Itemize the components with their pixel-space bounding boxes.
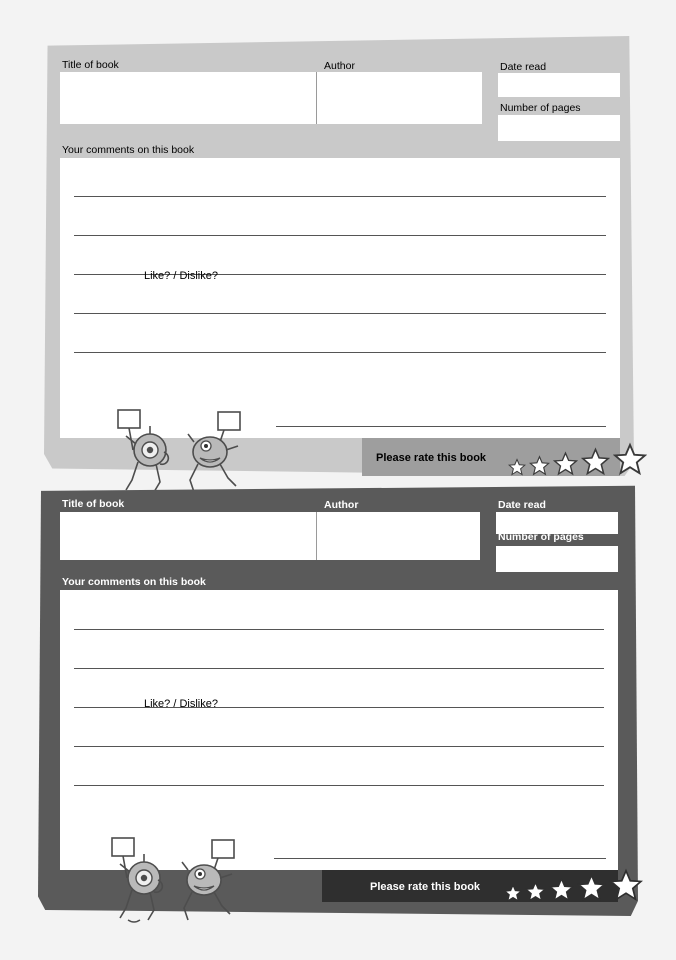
- label-date-read-light: Date read: [500, 61, 547, 73]
- title-author-divider-light: [316, 72, 317, 124]
- star-icon-4-dark[interactable]: [577, 873, 606, 902]
- rating-label-dark: Please rate this book: [370, 881, 481, 893]
- star-icon-2-dark[interactable]: [525, 881, 546, 902]
- number-of-pages-input-light[interactable]: [498, 115, 620, 141]
- star-icon-4-light[interactable]: [581, 447, 610, 476]
- like-dislike-line-dark[interactable]: [274, 858, 606, 859]
- label-title-of-book-light: Title of book: [62, 59, 119, 71]
- label-like-dislike-dark: Like? / Dislike?: [144, 698, 218, 710]
- star-icon-3-dark[interactable]: [549, 877, 574, 902]
- book-review-card-dark: [38, 484, 638, 916]
- label-title-of-book-dark: Title of book: [62, 498, 125, 510]
- rating-stars-light[interactable]: [508, 442, 647, 476]
- label-date-read-dark: Date read: [498, 499, 546, 511]
- number-of-pages-input-dark[interactable]: [496, 546, 618, 572]
- comments-rule-lines-dark: [60, 590, 618, 870]
- label-author-dark: Author: [324, 499, 359, 511]
- rating-label-light: Please rate this book: [376, 452, 487, 464]
- monsters-illustration-light: [106, 406, 286, 496]
- label-like-dislike-light: Like? / Dislike?: [144, 270, 218, 282]
- star-icon-1-dark[interactable]: [504, 884, 522, 902]
- label-number-of-pages-dark: Number of pages: [498, 531, 584, 543]
- date-read-input-light[interactable]: [498, 73, 620, 97]
- title-author-input-light[interactable]: [60, 72, 482, 124]
- label-comments-light: Your comments on this book: [62, 144, 195, 156]
- comments-input-light[interactable]: [60, 158, 620, 438]
- rating-strip-dark: [322, 870, 618, 902]
- star-icon-5-dark[interactable]: [609, 868, 643, 902]
- label-number-of-pages-light: Number of pages: [500, 102, 581, 114]
- like-dislike-line-light[interactable]: [276, 426, 606, 427]
- comments-input-dark[interactable]: [60, 590, 618, 870]
- star-icon-2-light[interactable]: [529, 455, 550, 476]
- label-comments-dark: Your comments on this book: [62, 576, 206, 588]
- star-icon-1-light[interactable]: [508, 458, 526, 476]
- label-author-light: Author: [324, 60, 355, 72]
- title-author-input-dark[interactable]: [60, 512, 480, 560]
- rating-strip-light: [362, 438, 620, 476]
- star-icon-5-light[interactable]: [613, 442, 647, 476]
- title-author-divider-dark: [316, 512, 317, 560]
- comments-rule-lines-light: [60, 158, 620, 438]
- monsters-illustration-dark: [100, 834, 280, 926]
- book-review-card-light: [44, 36, 634, 476]
- star-icon-3-light[interactable]: [553, 451, 578, 476]
- rating-stars-dark[interactable]: [504, 868, 643, 902]
